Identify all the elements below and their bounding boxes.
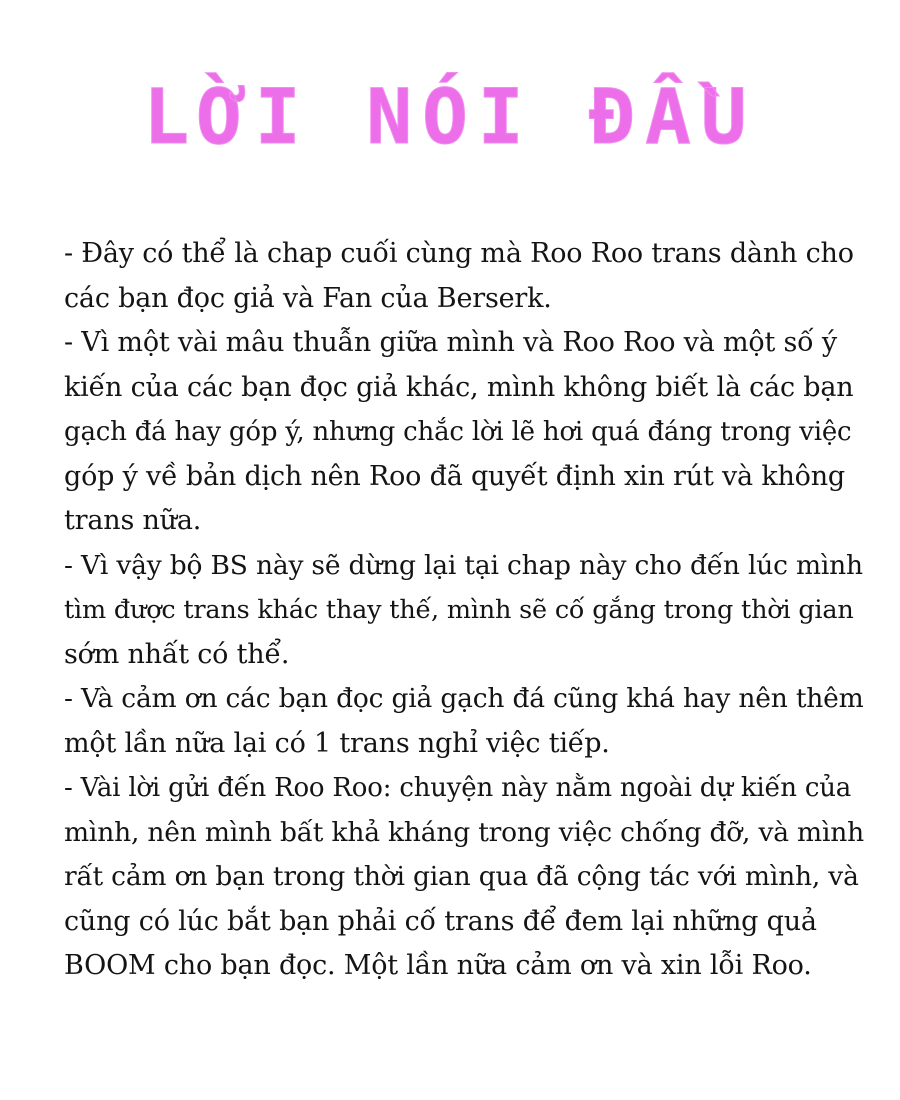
text-line: - Vài lời gửi đến Roo Roo: chuyện này nằm ngoài dự kiến của [64,773,852,803]
text-line: - Vì vậy bộ BS này sẽ dừng lại tại chap này cho đến lúc mình [64,549,863,581]
text-line: mình, nên mình bất khả kháng trong việc chống đỡ, và mình [64,816,864,848]
text-line: - Và cảm ơn các bạn đọc giả gạch đá cũng khá hay nên thêm [64,683,864,714]
text-line: rất cảm ơn bạn trong thời gian qua đã cộng tác với mình, và [64,861,859,892]
text-line: các bạn đọc giả và Fan của Berserk. [64,282,552,314]
text-line: - Vì một vài mâu thuẫn giữa mình và Roo Roo và một số ý [64,327,837,358]
text-line: góp ý về bản dịch nên Roo đã quyết định xin rút và không [64,460,846,492]
text-line: trans nữa. [64,505,202,536]
text-line: một lần nữa lại có 1 trans nghỉ việc tiếp. [64,727,610,759]
text-line: kiến của các bạn đọc giả khác, mình không biết là các bạn [64,371,854,403]
text-line: BOOM cho bạn đọc. Một lần nữa cảm ơn và xin lỗi Roo. [64,950,812,981]
text-line: sớm nhất có thể. [64,638,290,670]
text-line: - Đây có thể là chap cuối cùng mà Roo Roo trans dành cho [64,238,854,269]
preface-text [64,232,864,989]
text-line: cũng có lúc bắt bạn phải cố trans để đem lại những quả [64,905,817,937]
text-line: tìm được trans khác thay thế, mình sẽ cố gắng trong thời gian [64,595,854,625]
text-line: gạch đá hay góp ý, nhưng chắc lời lẽ hơi quá đáng trong việc [64,417,852,447]
page-title: LỜI NÓI ĐẦU [143,72,757,161]
